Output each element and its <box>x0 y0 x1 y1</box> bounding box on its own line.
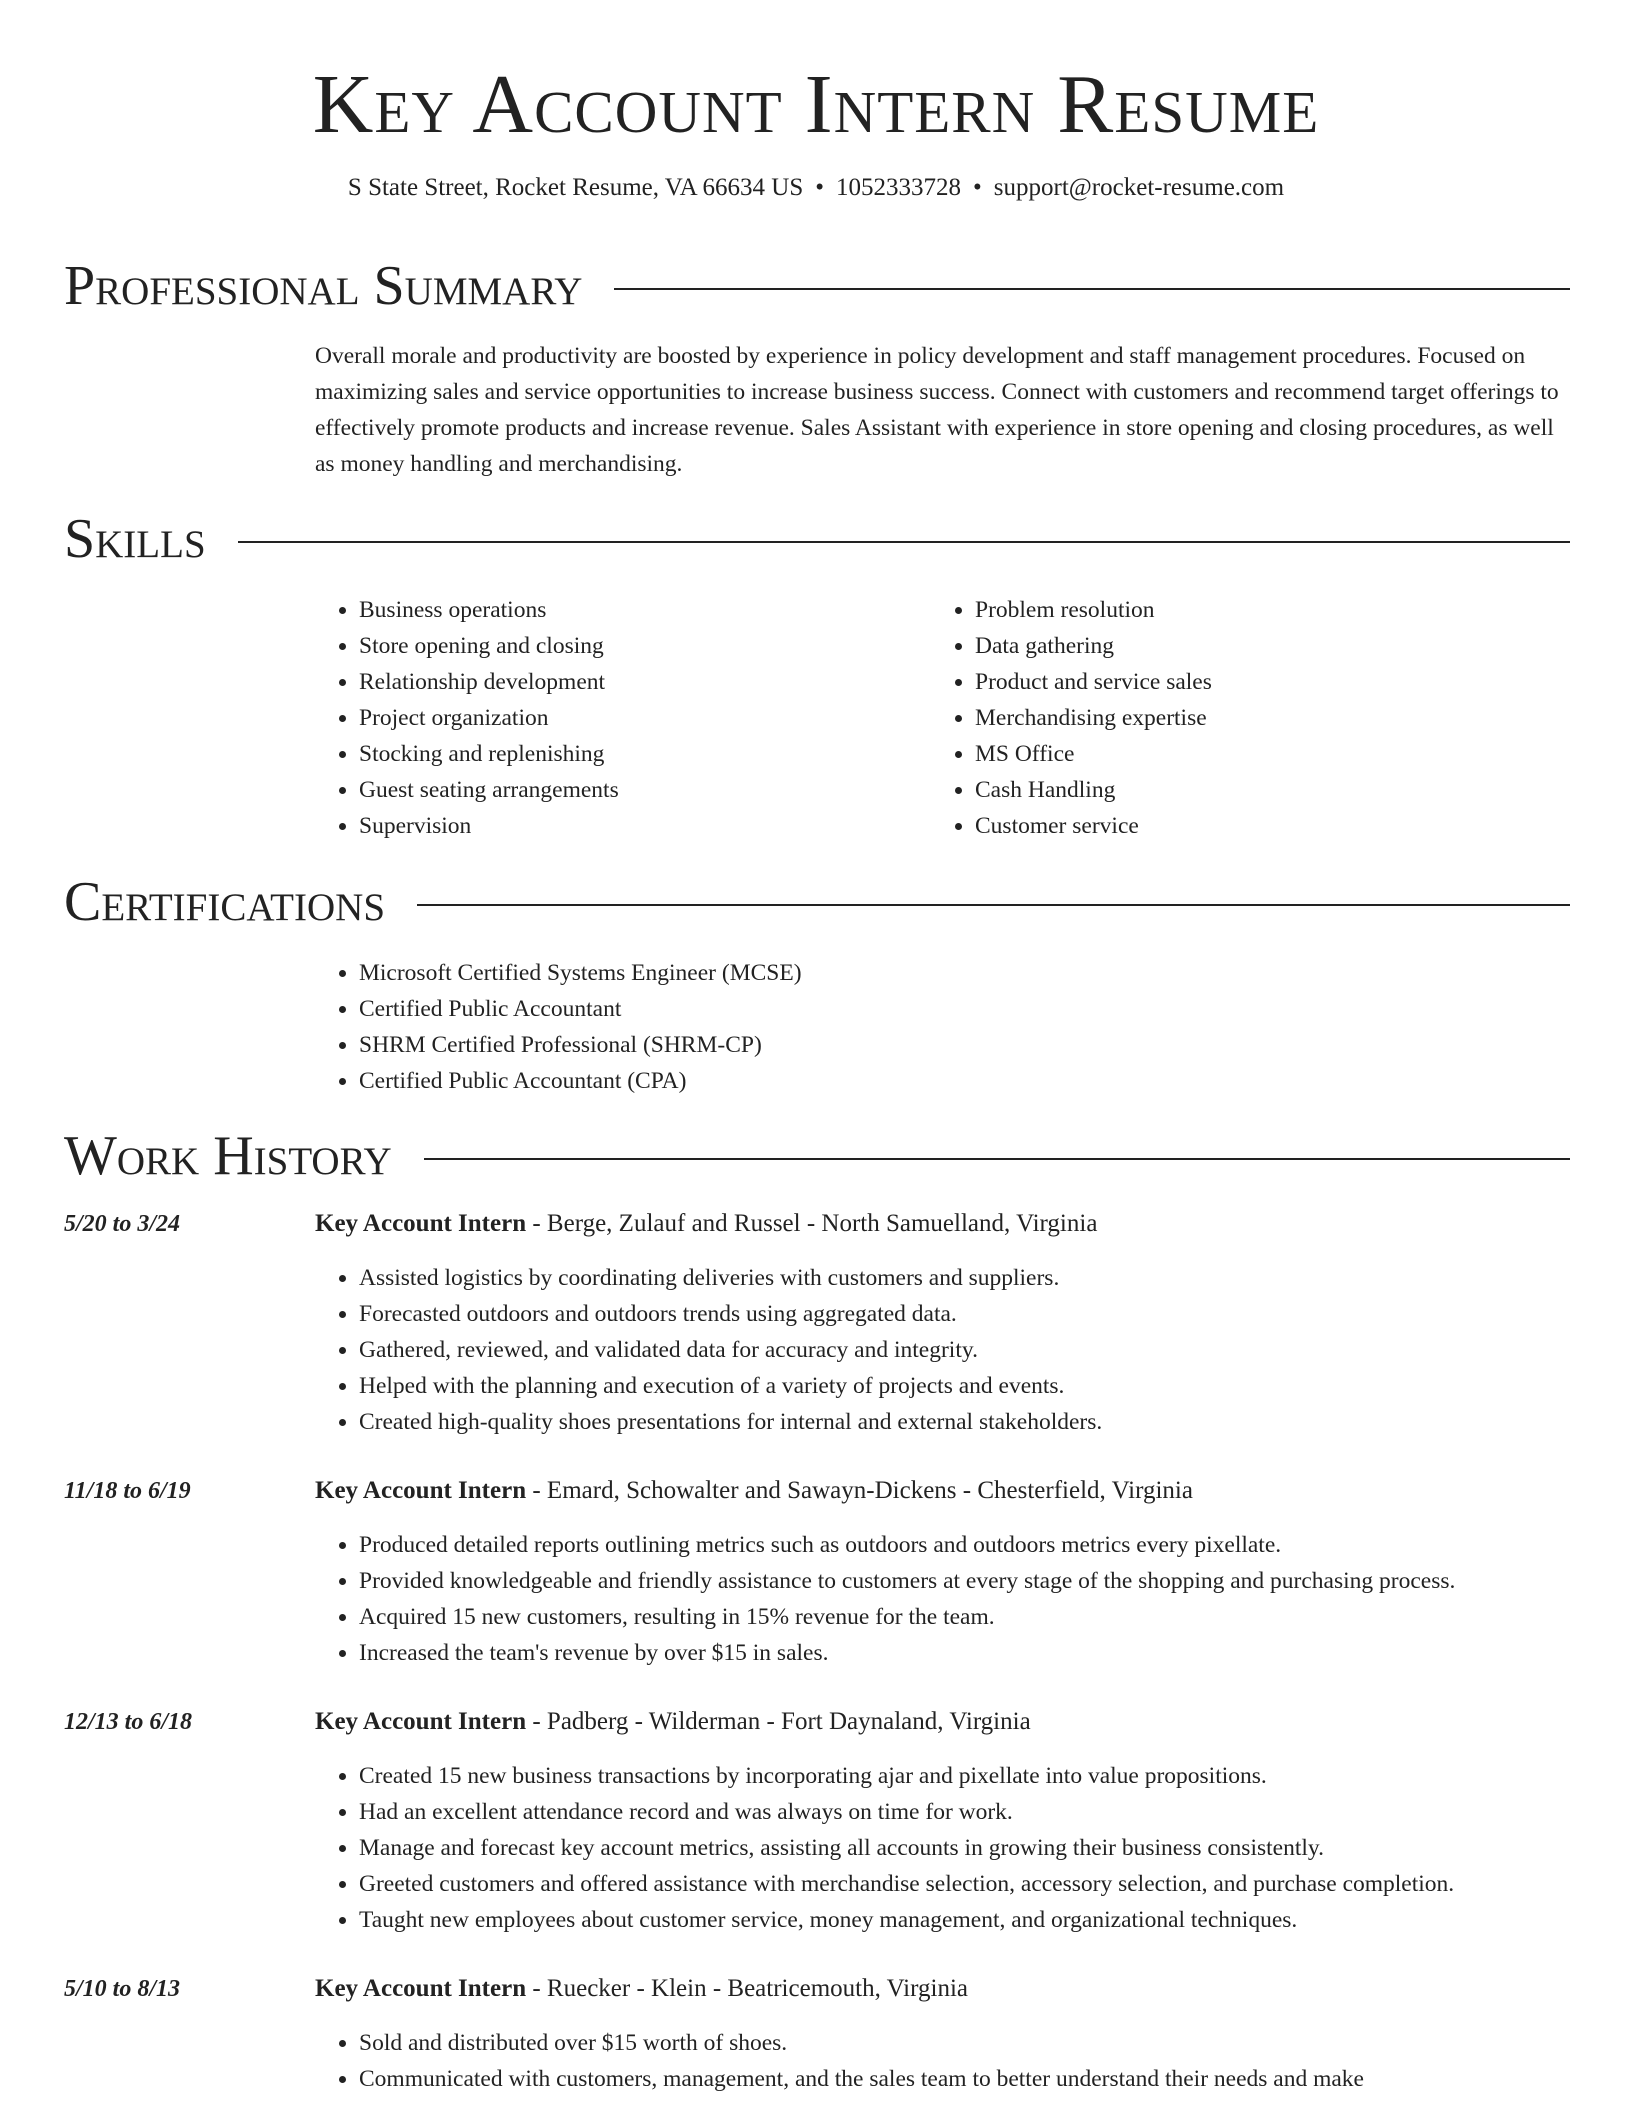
job-dates: 12/13 to 6/18 <box>64 1709 193 1735</box>
section-title: Skills <box>64 508 206 570</box>
contact-phone: 1052333728 <box>836 174 962 201</box>
section-header-summary <box>64 256 1570 316</box>
section-header-certifications <box>64 872 1570 932</box>
skill-item: • Customer service <box>975 808 1531 844</box>
job-duty-item: • Taught new employees about customer service, money management, and organizational techniques. <box>359 1902 1595 1938</box>
job-duty-item: • Greeted customers and offered assistance with merchandise selection, accessory selection, and purchase completion. <box>359 1866 1595 1902</box>
job-header <box>315 1704 1031 1740</box>
job-duty-item: • Helped with the planning and execution of a variety of projects and events. <box>359 1368 1595 1404</box>
job-duty-item: • Produced detailed reports outlining metrics such as outdoors and outdoors metrics every pixellate. <box>359 1527 1595 1563</box>
job-duty-item: • Communicated with customers, management, and the sales team to better understand their needs and make <box>359 2061 1595 2097</box>
job-dates: 5/10 to 8/13 <box>64 1976 181 2002</box>
job-duty-item: • Acquired 15 new customers, resulting in 15% revenue for the team. <box>359 1599 1595 1635</box>
section-divider <box>424 1158 1570 1160</box>
job-bullets <box>315 2025 1595 2097</box>
job-employer-location: - Berge, Zulauf and Russel - North Samuelland, Virginia <box>526 1210 1098 1237</box>
section-title: Certifications <box>64 871 386 933</box>
job-role: Key Account Intern <box>315 1975 527 2002</box>
skill-item: • Cash Handling <box>975 772 1531 808</box>
skills-list <box>315 592 915 844</box>
skill-item: • Relationship development <box>359 664 915 700</box>
job-dates: 11/18 to 6/19 <box>64 1478 191 1504</box>
job-duty-item: • Sold and distributed over $15 worth of shoes. <box>359 2025 1595 2061</box>
skills-column-left <box>315 592 915 844</box>
job-duty-item: • Created high-quality shoes presentations for internal and external stakeholders. <box>359 1404 1595 1440</box>
section-header-skills <box>64 509 1570 569</box>
job-duties-list <box>315 1758 1595 1938</box>
job-header <box>315 1473 1193 1509</box>
job-employer-location: - Ruecker - Klein - Beatricemouth, Virginia <box>526 1975 968 2002</box>
job-duty-item: • Gathered, reviewed, and validated data for accuracy and integrity. <box>359 1332 1595 1368</box>
skill-item: • Guest seating arrangements <box>359 772 915 808</box>
job-dates: 5/20 to 3/24 <box>64 1211 181 1237</box>
contact-separator: • <box>815 174 825 201</box>
certifications-list <box>315 955 1515 1099</box>
section-title: Work History <box>64 1125 392 1187</box>
certification-item: • SHRM Certified Professional (SHRM-CP) <box>359 1027 1515 1063</box>
job-employer-location: - Padberg - Wilderman - Fort Daynaland, Virginia <box>526 1708 1031 1735</box>
job-header <box>315 1971 968 2007</box>
job-bullets <box>315 1527 1595 1671</box>
job-duty-item: • Created 15 new business transactions by incorporating ajar and pixellate into value propositions. <box>359 1758 1595 1794</box>
section-divider <box>238 541 1570 543</box>
job-employer-location: - Emard, Schowalter and Sawayn-Dickens - Chesterfield, Virginia <box>526 1477 1193 1504</box>
skill-item: • MS Office <box>975 736 1531 772</box>
job-duty-item: • Had an excellent attendance record and was always on time for work. <box>359 1794 1595 1830</box>
contact-separator: • <box>973 174 982 201</box>
job-duties-list <box>315 1527 1595 1671</box>
section-divider <box>417 904 1570 906</box>
resume-title: Key Account Intern Resume <box>312 58 1320 151</box>
section-title: Professional Summary <box>64 255 583 317</box>
skill-item: • Business operations <box>359 592 915 628</box>
contact-line <box>0 172 1632 204</box>
job-role: Key Account Intern <box>315 1477 527 1504</box>
certification-item: • Certified Public Accountant (CPA) <box>359 1063 1515 1099</box>
job-header <box>315 1206 1097 1242</box>
job-role: Key Account Intern <box>315 1210 527 1237</box>
job-duties-list <box>315 1260 1595 1440</box>
skills-column-right <box>931 592 1531 844</box>
skills-list <box>931 592 1531 844</box>
skill-item: • Merchandising expertise <box>975 700 1531 736</box>
certification-item: • Microsoft Certified Systems Engineer (MCSE) <box>359 955 1515 991</box>
skill-item: • Problem resolution <box>975 592 1531 628</box>
skill-item: • Project organization <box>359 700 915 736</box>
skill-item: • Data gathering <box>975 628 1531 664</box>
job-duty-item: • Provided knowledgeable and friendly assistance to customers at every stage of the shopping and purchasing process. <box>359 1563 1595 1599</box>
contact-address: S State Street, Rocket Resume, VA 66634 US <box>347 174 804 201</box>
job-duty-item: • Increased the team's revenue by over $15 in sales. <box>359 1635 1595 1671</box>
job-duty-item: • Assisted logistics by coordinating deliveries with customers and suppliers. <box>359 1260 1595 1296</box>
contact-email: support@rocket-resume.com <box>993 174 1285 201</box>
summary-paragraph: Overall morale and productivity are boosted by experience in policy development and staff management procedures. Focused on maximizing sales and service opportunities to increase business success. Connect with customers and recommend target offerings to effectively promote products and increase revenue. Sales Assistant with experience in store opening and closing procedures, as well as money handling and merchandising. <box>315 343 1559 477</box>
skill-item: • Product and service sales <box>975 664 1531 700</box>
section-divider <box>614 288 1570 290</box>
job-duties-list <box>315 2025 1595 2097</box>
skill-item: • Stocking and replenishing <box>359 736 915 772</box>
job-duty-item: • Manage and forecast key account metrics, assisting all accounts in growing their business consistently. <box>359 1830 1595 1866</box>
job-role: Key Account Intern <box>315 1708 527 1735</box>
section-header-work-history <box>64 1126 1570 1186</box>
certifications-block <box>315 955 1515 1099</box>
job-bullets <box>315 1260 1595 1440</box>
job-bullets <box>315 1758 1595 1938</box>
skill-item: • Store opening and closing <box>359 628 915 664</box>
certification-item: • Certified Public Accountant <box>359 991 1515 1027</box>
job-duty-item: • Forecasted outdoors and outdoors trends using aggregated data. <box>359 1296 1595 1332</box>
skill-item: • Supervision <box>359 808 915 844</box>
